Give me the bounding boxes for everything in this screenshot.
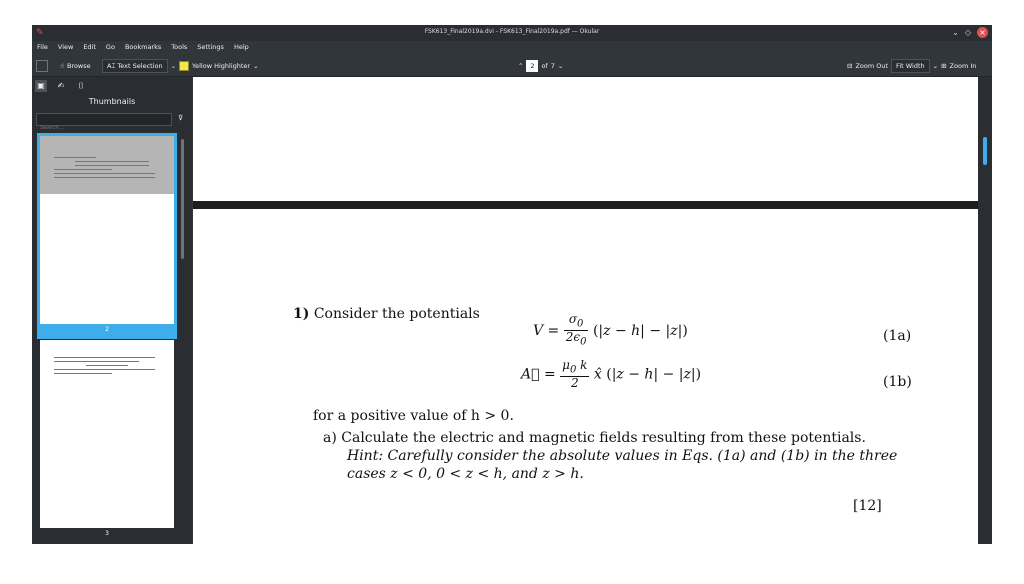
thumbnail-number: 2 — [105, 326, 109, 333]
positive-value-line: for a positive value of h > 0. — [313, 408, 514, 424]
menu-settings[interactable]: Settings — [197, 43, 224, 51]
zoom-in-button[interactable]: Zoom In — [949, 62, 977, 70]
hand-icon[interactable]: ☝ — [60, 62, 64, 70]
page-of-label: of — [541, 62, 548, 70]
menu-file[interactable]: File — [37, 43, 48, 51]
equation-1a-label: (1a) — [883, 328, 912, 344]
equation-1b-label: (1b) — [883, 374, 912, 390]
zoom-out-button[interactable]: Zoom Out — [855, 62, 889, 70]
equation-1b: A⃗ = $\frac{\mu_0 k}{2}$ x̂ (|z − h| − |z|) — [521, 358, 702, 391]
zoom-dropdown-icon[interactable]: ⌄ — [932, 62, 939, 70]
thumbnail-page-3[interactable] — [40, 340, 174, 528]
highlighter-icon[interactable] — [179, 61, 189, 71]
highlighter-dropdown-icon[interactable]: ⌄ — [253, 62, 259, 70]
page-number-input[interactable]: 2 — [526, 60, 538, 72]
minimize-icon[interactable]: ⌄ — [952, 28, 959, 37]
scrollbar-handle[interactable] — [983, 137, 987, 165]
question-intro: Consider the potentials — [313, 306, 480, 322]
part-a-label: a) — [323, 430, 337, 446]
thumbnail-search[interactable] — [36, 113, 172, 126]
points: [12] — [853, 498, 882, 514]
question-number: 1) — [293, 306, 310, 322]
bookmarks-tab-icon[interactable]: ⌷ — [78, 81, 84, 90]
equation-1a: V = $\frac{\sigma_0}{2\epsilon_0}$ (|z − h| − |z|) — [533, 312, 688, 348]
zoom-in-icon[interactable]: ⊞ — [941, 62, 947, 70]
browse-button[interactable]: Browse — [66, 62, 91, 70]
menu-help[interactable]: Help — [233, 43, 249, 51]
text-cursor-icon: A⌶ — [107, 62, 118, 70]
thumbnail-page-2[interactable] — [37, 133, 177, 339]
menu-bar — [32, 41, 992, 54]
annotations-tab-icon[interactable]: ✍ — [57, 81, 65, 90]
selection-dropdown-icon[interactable]: ⌄ — [170, 62, 177, 70]
zoom-mode-select[interactable]: Fit Width — [891, 59, 930, 73]
title-bar — [32, 25, 992, 41]
yellow-highlighter-button[interactable]: Yellow Highlighter — [192, 62, 251, 70]
page-separator — [193, 201, 978, 209]
text-selection-button[interactable] — [102, 59, 168, 73]
window-title: FSK613_Final2019a.dvi - FSK613_Final2019a.pdf — Okular — [424, 28, 600, 35]
menu-view[interactable]: View — [57, 43, 74, 51]
okular-app-icon: ✎ — [36, 28, 44, 38]
thumbnail-search-input[interactable] — [37, 123, 171, 134]
zoom-out-icon[interactable]: ⊟ — [847, 62, 853, 70]
sidebar-toggle-icon[interactable] — [36, 60, 48, 72]
menu-tools[interactable]: Tools — [171, 43, 188, 51]
document-scrollbar[interactable] — [978, 77, 992, 544]
sidebar-scrollbar[interactable] — [181, 139, 184, 259]
part-a-text: Calculate the electric and magnetic fields resulting from these potentials. — [341, 430, 866, 446]
maximize-icon[interactable]: ◇ — [964, 28, 971, 37]
text-selection-label: Text Selection — [117, 62, 163, 70]
close-icon[interactable]: × — [977, 27, 988, 38]
main-toolbar — [32, 56, 992, 77]
previous-page-icon[interactable]: ⌃ — [518, 62, 524, 70]
next-page-icon[interactable]: ⌄ — [557, 62, 564, 70]
page-total: 7 — [550, 62, 555, 70]
menu-bookmarks[interactable]: Bookmarks — [124, 43, 162, 51]
filter-icon[interactable]: ⊽ — [178, 114, 184, 122]
sidebar-panel — [32, 77, 192, 544]
menu-edit[interactable]: Edit — [83, 43, 96, 51]
okular-window — [32, 25, 992, 544]
thumbnail-number: 3 — [105, 530, 109, 537]
sidebar-title: Thumbnails — [88, 97, 136, 106]
thumbnails-tab-icon[interactable]: ▣ — [35, 80, 47, 92]
document-view[interactable] — [193, 77, 978, 544]
hint-text: Hint: Carefully consider the absolute values in Eqs. (1a) and (1b) in the three cases z < 0, 0 < z < h, and z > h. — [347, 448, 898, 482]
menu-go[interactable]: Go — [105, 43, 115, 51]
